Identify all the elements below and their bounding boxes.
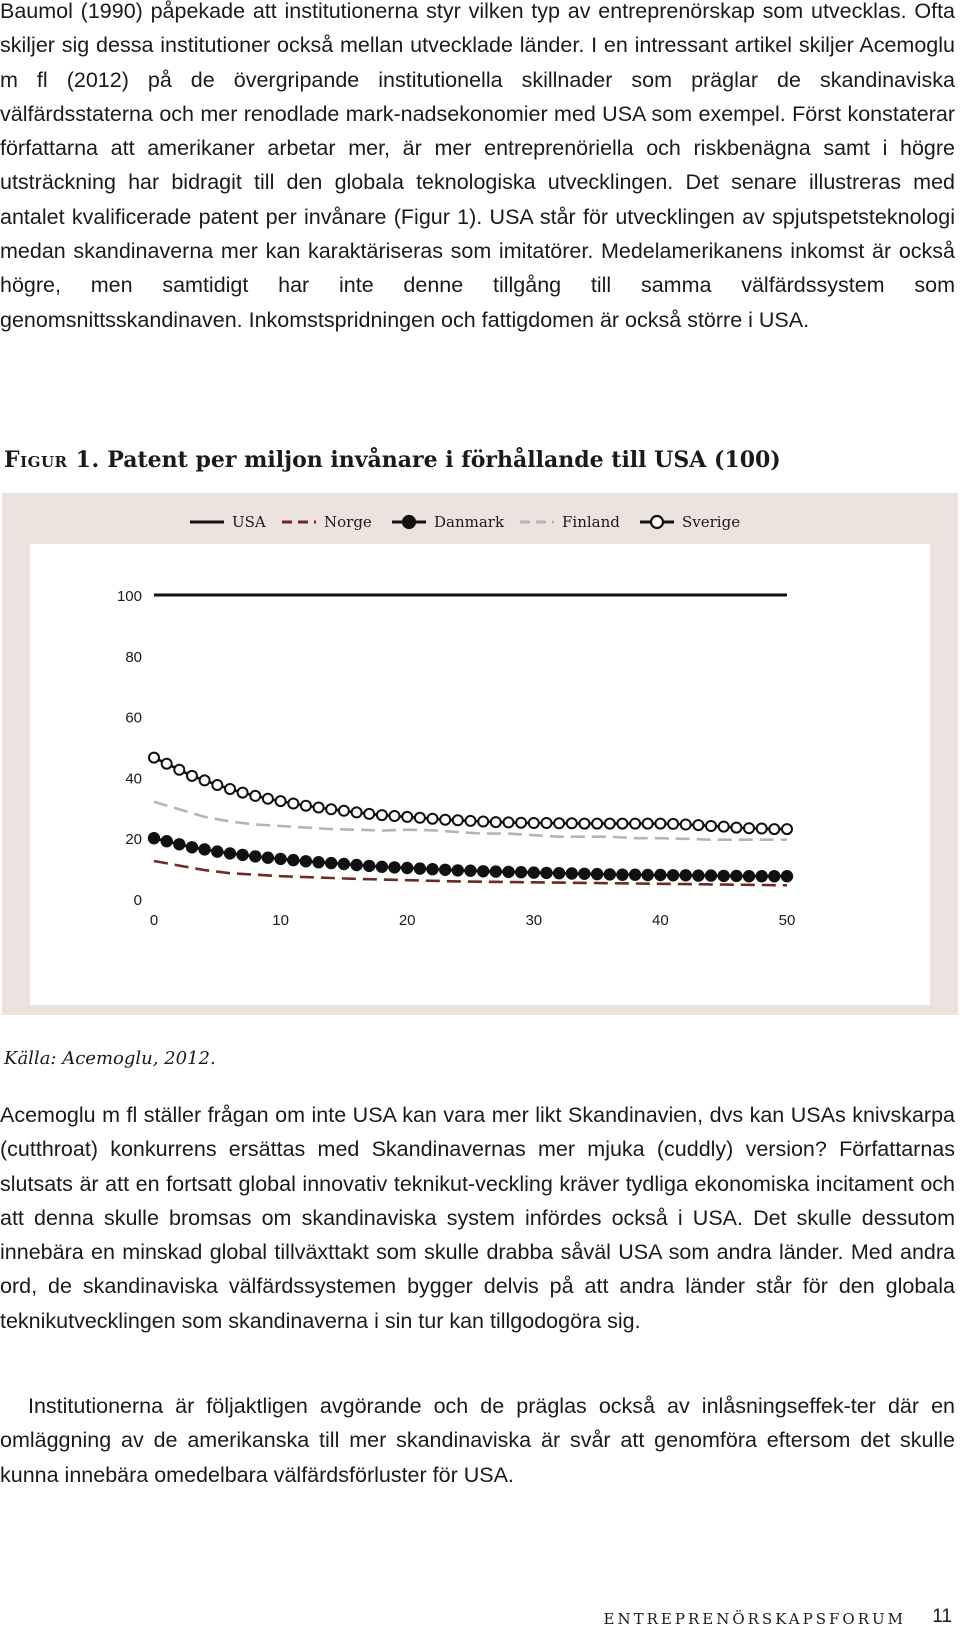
data-point-danmark	[681, 870, 691, 880]
legend-divider	[30, 541, 930, 544]
data-point-sverige	[149, 753, 159, 763]
data-point-sverige	[352, 807, 362, 817]
data-point-sverige	[466, 816, 476, 826]
data-point-danmark	[377, 862, 387, 872]
data-point-sverige	[390, 811, 400, 821]
data-point-danmark	[187, 842, 197, 852]
footer-brand: ENTREPRENÖRSKAPSFORUM	[603, 1610, 906, 1628]
x-tick-label: 0	[149, 912, 159, 929]
data-point-sverige	[440, 815, 450, 825]
data-point-sverige	[263, 794, 273, 804]
data-point-danmark	[719, 871, 729, 881]
legend-label: USA	[232, 513, 266, 531]
data-point-danmark	[402, 863, 412, 873]
data-point-sverige	[428, 814, 438, 824]
plot-area	[30, 505, 930, 1005]
data-point-danmark	[288, 855, 298, 865]
legend-item-danmark	[392, 513, 505, 531]
data-point-sverige	[339, 806, 349, 816]
x-tick-label: 10	[272, 912, 289, 929]
data-point-danmark	[237, 850, 247, 860]
data-point-danmark	[655, 870, 665, 880]
data-point-sverige	[681, 820, 691, 830]
data-point-sverige	[567, 818, 577, 828]
data-point-danmark	[326, 858, 336, 868]
data-point-danmark	[440, 865, 450, 875]
data-point-danmark	[364, 861, 374, 871]
y-tick-label: 0	[133, 892, 142, 909]
data-point-sverige	[301, 801, 311, 811]
data-point-danmark	[592, 869, 602, 879]
data-point-sverige	[377, 810, 387, 820]
data-point-danmark	[706, 870, 716, 880]
data-point-danmark	[351, 860, 361, 870]
data-point-danmark	[579, 869, 589, 879]
data-point-danmark	[275, 854, 285, 864]
data-point-danmark	[199, 844, 209, 854]
data-point-sverige	[592, 819, 602, 829]
data-point-danmark	[427, 864, 437, 874]
data-point-sverige	[744, 823, 754, 833]
data-point-sverige	[731, 823, 741, 833]
data-point-danmark	[769, 871, 779, 881]
data-point-danmark	[554, 868, 564, 878]
legend-item-sverige	[640, 513, 740, 531]
data-point-sverige	[605, 819, 615, 829]
data-point-sverige	[516, 818, 526, 828]
legend-label: Sverige	[682, 513, 741, 531]
data-point-danmark	[491, 866, 501, 876]
data-point-sverige	[174, 765, 184, 775]
data-point-danmark	[301, 856, 311, 866]
data-point-sverige	[491, 817, 501, 827]
data-point-danmark	[529, 867, 539, 877]
data-point-sverige	[200, 775, 210, 785]
data-point-danmark	[744, 871, 754, 881]
data-point-sverige	[504, 817, 514, 827]
y-tick-label: 20	[125, 831, 142, 849]
data-point-danmark	[617, 870, 627, 880]
data-point-danmark	[478, 866, 488, 876]
data-point-danmark	[693, 870, 703, 880]
data-point-sverige	[478, 817, 488, 827]
data-point-danmark	[643, 870, 653, 880]
data-point-sverige	[326, 804, 336, 814]
data-point-sverige	[769, 824, 779, 834]
figure-caption: Patent per miljon invånare i förhållande till USA (100)	[107, 447, 781, 473]
data-point-danmark	[174, 839, 184, 849]
data-point-danmark	[757, 871, 767, 881]
data-point-sverige	[782, 824, 792, 834]
data-point-danmark	[731, 871, 741, 881]
data-point-sverige	[655, 819, 665, 829]
y-tick-label: 60	[125, 709, 142, 727]
data-point-danmark	[263, 853, 273, 863]
data-point-sverige	[187, 771, 197, 781]
y-tick-label: 80	[125, 648, 142, 666]
data-point-danmark	[389, 862, 399, 872]
x-tick-label: 40	[652, 912, 669, 929]
data-point-sverige	[364, 809, 374, 819]
data-point-danmark	[630, 870, 640, 880]
legend-label: Finland	[562, 513, 620, 531]
figure-title	[4, 447, 781, 473]
data-point-sverige	[225, 784, 235, 794]
data-point-sverige	[529, 818, 539, 828]
y-tick-label: 100	[116, 588, 142, 605]
paragraph-comparison: Acemoglu m fl ställer frågan om inte USA kan vara mer likt Skandinavien, dvs kan USAs knivskarpa (cutthroat) konkurrens ersättas med Skandinavernas mer mjuka (cuddly) version? Författarnas slutsats är att en fortsatt global innovativ teknikut-veckling kräver tydliga ekonomiska incitament och att denna skulle bromsas om skandinaviska system infördes också i USA. Det skulle dessutom innebära en minskad global tillväxttakt som skulle drabba såväl USA som andra länder. Med andra ord, de skandinaviska välfärdssystemen bygger delvis på att andra länder står för den globala teknikutvecklingen som skandinaverna i sin tur kan tillgodogöra sig.	[0, 1103, 955, 1333]
data-point-sverige	[402, 812, 412, 822]
data-point-danmark	[465, 866, 475, 876]
page-number: 11	[932, 1606, 952, 1627]
data-point-sverige	[617, 819, 627, 829]
data-point-sverige	[757, 824, 767, 834]
data-point-sverige	[453, 815, 463, 825]
data-point-sverige	[706, 821, 716, 831]
legend-marker	[651, 516, 663, 528]
figure-label: Figur 1.	[4, 447, 100, 473]
data-point-sverige	[415, 813, 425, 823]
data-point-danmark	[415, 863, 425, 873]
data-point-danmark	[162, 836, 172, 846]
data-point-danmark	[503, 867, 513, 877]
data-point-sverige	[668, 819, 678, 829]
data-point-danmark	[212, 846, 222, 856]
data-point-sverige	[276, 796, 286, 806]
legend-marker	[403, 516, 415, 528]
data-point-danmark	[313, 857, 323, 867]
data-point-sverige	[579, 819, 589, 829]
data-point-danmark	[339, 859, 349, 869]
data-point-danmark	[668, 870, 678, 880]
data-point-danmark	[149, 833, 159, 843]
data-point-sverige	[643, 819, 653, 829]
data-point-danmark	[250, 851, 260, 861]
data-point-danmark	[605, 869, 615, 879]
chart-panel	[2, 493, 958, 1015]
data-point-sverige	[693, 820, 703, 830]
legend-label: Danmark	[434, 513, 505, 531]
data-point-sverige	[314, 803, 324, 813]
data-point-sverige	[162, 759, 172, 769]
x-tick-label: 30	[525, 912, 543, 929]
legend-label: Norge	[324, 513, 372, 531]
data-point-danmark	[541, 868, 551, 878]
data-point-danmark	[225, 848, 235, 858]
y-tick-label: 40	[125, 770, 142, 788]
data-point-danmark	[453, 865, 463, 875]
data-point-danmark	[567, 868, 577, 878]
data-point-danmark	[516, 867, 526, 877]
data-point-sverige	[542, 818, 552, 828]
data-point-sverige	[250, 791, 260, 801]
paragraph-conclusion: Institutionerna är följaktligen avgörande och de präglas också av inlåsningseffek-ter där en omläggning av de amerikanska till mer skandinaviska är svår att genomföra eftersom det skulle kunna innebära omedelbara välfärdsförluster för USA.	[0, 1394, 955, 1487]
data-point-sverige	[630, 819, 640, 829]
data-point-sverige	[554, 818, 564, 828]
figure-source: Källa: Acemoglu, 2012.	[4, 1048, 216, 1069]
patent-line-chart	[2, 493, 958, 1015]
data-point-sverige	[719, 822, 729, 832]
paragraph-intro: Baumol (1990) påpekade att institutionerna styr vilken typ av entreprenörskap som utvecklas. Ofta skiljer sig dessa institutioner också mellan utvecklade länder. I en intressant artikel skiljer Acemoglu m fl (2012) på de övergripande institutionella skillnader som präglar de skandinaviska välfärdsstaterna och mer renodlade mark-nadsekonomier med USA som exempel. Först konstaterar författarna att amerikaner arbetar mer, är mer entreprenöriella och riskbenägna samt i högre utsträckning har bidragit till den globala teknologiska utvecklingen. Det senare illustreras med antalet kvalificerade patent per invånare (Figur 1). USA står för utvecklingen av spjutspetsteknologi medan skandinaverna mer kan karaktäriseras som imitatörer. Medelamerikanens inkomst är också högre, men samtidigt har inte denne tillgång till samma välfärdssystem som genomsnittsskandinaven. Inkomstspridningen och fattigdomen är också större i USA.	[0, 0, 955, 332]
x-tick-label: 20	[398, 912, 416, 929]
data-point-sverige	[238, 788, 248, 798]
x-tick-label: 50	[778, 912, 796, 929]
data-point-sverige	[212, 780, 222, 790]
data-point-danmark	[782, 871, 792, 881]
data-point-sverige	[288, 799, 298, 809]
